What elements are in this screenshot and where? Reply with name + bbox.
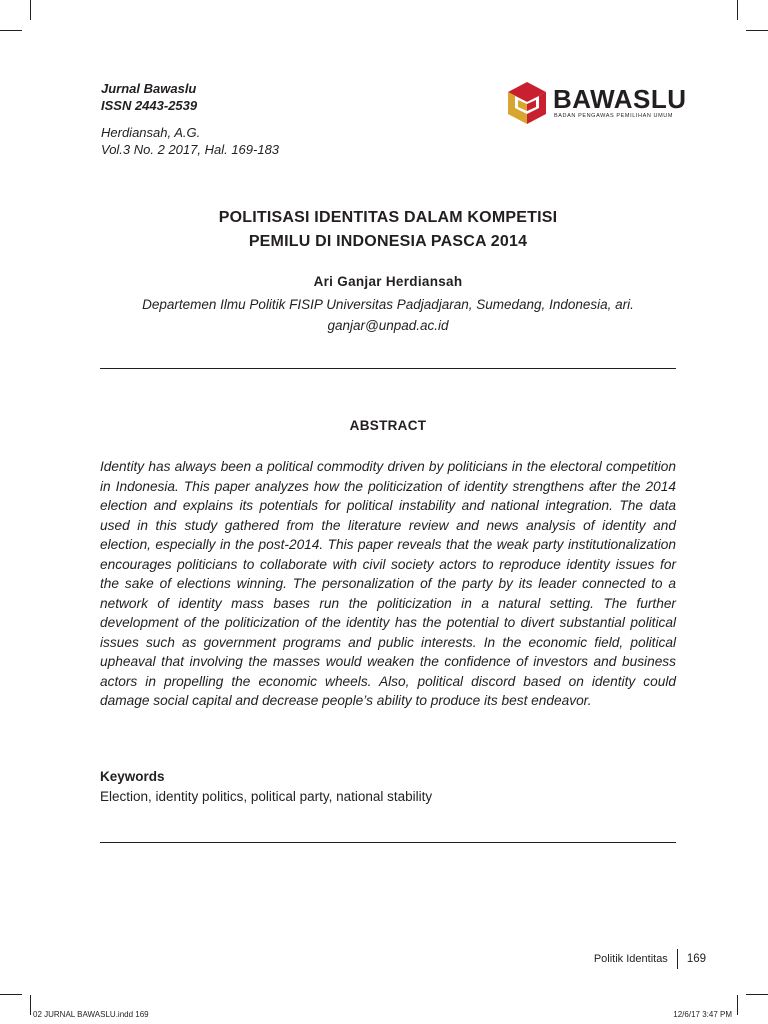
crop-mark [0,30,22,31]
author-name: Ari Ganjar Herdiansah [313,274,463,289]
crop-mark [0,994,22,995]
footer-separator [677,949,678,969]
crop-mark [737,0,738,20]
slug-file: 02 JURNAL BAWASLU.indd 169 [33,1010,149,1019]
author-affiliation: Departemen Ilmu Politik FISIP Universitas Padjadjaran, Sumedang, Indonesia, ari. ganjar@unpad.ac.id [142,297,634,333]
paper-title-line-1: POLITISASI IDENTITAS DALAM KOMPETISI [218,209,558,226]
crop-mark [746,30,768,31]
abstract-text: Identity has always been a political commodity driven by politicians in the electoral competition in Indonesia. This paper analyzes how the politicization of identity strengthens after the 2014 election and explains its potentials for political instability and national integration. The data used in this study gathered from the literature review and news analysis of identity and election, especially in the post-2014. This paper reveals that the weak party institutionalization encourages politicians to collaborate with civil society actors to reproduce identity issues for the sake of elections winning. The personalization of the party by its leader connected to a network of identity mass bases run the politicization in a natural setting. The further development of the politicization of the identity has the potential to divert substantial political issues such as government programs and public interests. In the economic field, political upheaval that involving the masses would weaken the confidence of investors and business actors in propelling the economic wheels. Also, political discord based on identity could damage social capital and decrease people’s ability to produce its best endeavor. [100,459,676,708]
journal-issn: ISSN 2443-2539 [101,98,198,113]
crop-mark [737,995,738,1015]
logo-wordmark: BAWASLU [553,84,687,114]
bawaslu-cube-icon [505,80,549,126]
keywords-heading: Keywords [100,769,165,784]
crop-mark [746,994,768,995]
citation-author: Herdiansah, A.G. [101,125,201,140]
crop-mark [30,995,31,1015]
divider [100,842,676,843]
journal-info [101,80,279,158]
abstract-heading: ABSTRACT [349,418,427,433]
slug-datetime: 12/6/17 3:47 PM [673,1010,732,1019]
journal-name: Jurnal Bawaslu [101,81,197,96]
page-number: 169 [686,953,706,965]
bawaslu-logo [505,80,687,126]
page-footer [594,949,706,969]
running-title: Politik Identitas [593,953,668,965]
keywords-text: Election, identity politics, political party, national stability [100,789,433,804]
crop-mark [30,0,31,20]
divider [100,368,676,369]
paper-title-line-2: PEMILU DI INDONESIA PASCA 2014 [248,233,528,250]
citation-volume: Vol.3 No. 2 2017, Hal. 169-183 [101,142,280,157]
paper-title [100,206,676,254]
logo-subtitle: BADAN PENGAWAS PEMILIHAN UMUM [554,113,674,119]
